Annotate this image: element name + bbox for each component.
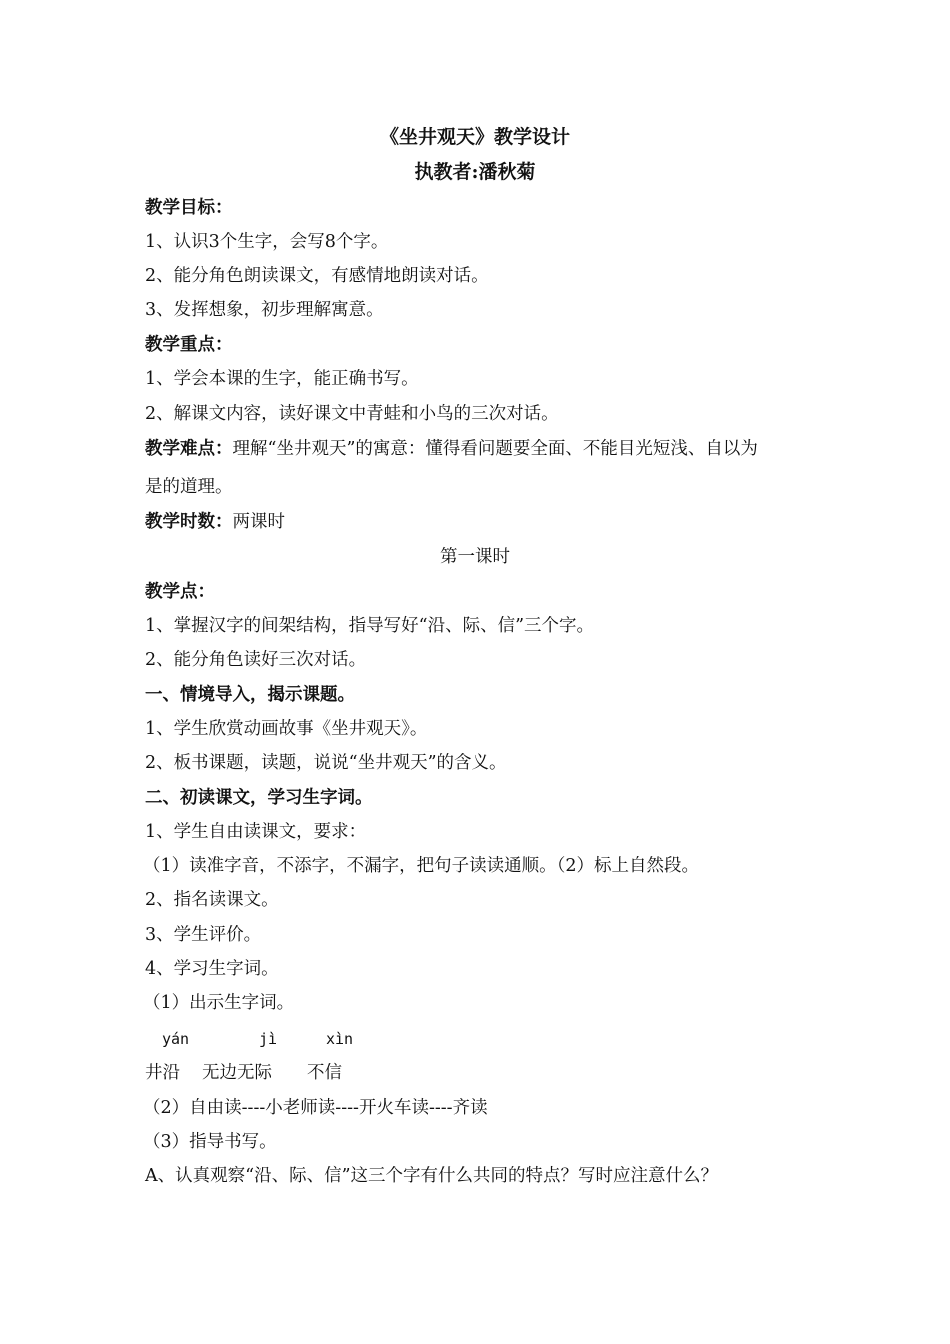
goal-item: 3、发挥想象，初步理解寓意。	[145, 300, 384, 320]
key-points-heading: 教学重点：	[145, 335, 233, 355]
pinyin-yan: yán	[162, 1030, 190, 1048]
pinyin-ji: jì	[259, 1030, 278, 1048]
lesson1-point-item: 1、掌握汉字的间架结构，指导写好“沿、际、信”三个字。	[145, 616, 595, 636]
section2-item: 1、学生自由读课文，要求：	[145, 822, 367, 842]
section2-item: （1）出示生字词。	[143, 993, 295, 1013]
lesson1-point-item: 2、能分角色读好三次对话。	[145, 650, 367, 670]
key-point-item: 2、解课文内容，读好课文中青蛙和小鸟的三次对话。	[145, 404, 559, 424]
section1-item: 2、板书课题，读题，说说“坐井观天”的含义。	[145, 753, 507, 773]
goals-heading: 教学目标：	[145, 198, 233, 218]
hours-label: 教学时数：	[145, 512, 233, 532]
hours-value: 两课时	[232, 512, 285, 532]
section2-after-item: （2）自由读----小老师读----开火车读----齐读	[143, 1098, 488, 1118]
section2-item: 4、学习生字词。	[145, 959, 279, 979]
pinyin-xin: xìn	[326, 1030, 354, 1048]
section1-heading: 一、情境导入，揭示课题。	[145, 685, 355, 705]
pinyin-row	[0, 1027, 950, 1051]
difficulty-text: 理解“坐井观天”的寓意：懂得看问题要全面、不能目光短浅、自以为	[232, 439, 758, 459]
difficulty-line	[145, 437, 758, 461]
section2-after-item: A、认真观察“沿、际、信”这三个字有什么共同的特点？写时应注意什么？	[145, 1166, 719, 1186]
section2-item: 2、指名读课文。	[145, 890, 279, 910]
vocab-word: 无边无际	[202, 1063, 272, 1083]
hours-line	[145, 510, 285, 534]
section2-item: 3、学生评价。	[145, 925, 262, 945]
lesson1-title: 第一课时	[440, 547, 510, 567]
difficulty-label: 教学难点：	[145, 439, 233, 459]
vocab-word: 井沿	[145, 1063, 180, 1083]
goal-item: 1、认识3个生字，会写8个字。	[145, 232, 389, 252]
vocab-word: 不信	[307, 1063, 342, 1083]
section2-after-item: （3）指导书写。	[143, 1132, 277, 1152]
lesson1-points-heading: 教学点：	[145, 582, 215, 602]
key-point-item: 1、学会本课的生字，能正确书写。	[145, 369, 419, 389]
document-title: 《坐井观天》教学设计	[379, 126, 570, 148]
difficulty-text-cont: 是的道理。	[145, 477, 233, 497]
section1-item: 1、学生欣赏动画故事《坐井观天》。	[145, 719, 428, 739]
teacher-name: 执教者:潘秋菊	[414, 161, 536, 183]
goal-item: 2、能分角色朗读课文，有感情地朗读对话。	[145, 266, 489, 286]
section2-heading: 二、初读课文，学习生字词。	[145, 788, 373, 808]
section2-item: （1）读准字音，不添字，不漏字，把句子读读通顺。（2）标上自然段。	[143, 856, 700, 876]
